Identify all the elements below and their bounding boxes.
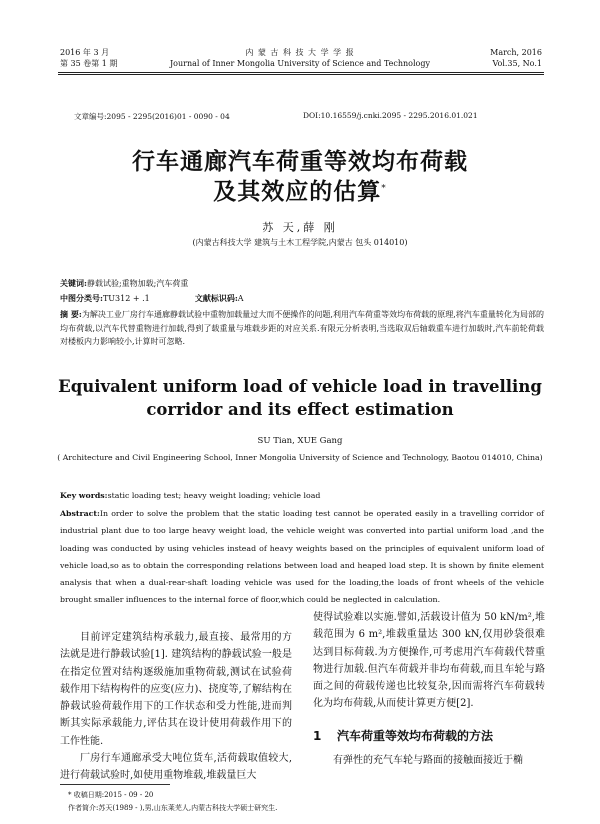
footnote-received-text: 收稿日期:2015 - 09 - 20 xyxy=(73,791,154,799)
abstract-en-label: Abstract: xyxy=(60,509,100,518)
header-rule-2 xyxy=(58,74,544,75)
issue-date-en: March, 2016 xyxy=(490,48,542,57)
title-cn-line1: 行车通廊汽车荷重等效均布荷载 xyxy=(132,149,468,175)
footnote-rule xyxy=(60,784,170,785)
title-en-line2: corridor and its effect estimation xyxy=(146,400,454,419)
keywords-en xyxy=(60,490,544,502)
abstract-en xyxy=(60,505,544,609)
keywords-en-text: static loading test; heavy weight loading; vehicle load xyxy=(107,491,321,500)
body-right-column xyxy=(313,609,545,713)
journal-date-volume-en xyxy=(490,47,542,69)
volume-issue-en: Vol.35, No.1 xyxy=(492,59,542,68)
title-cn-line2 xyxy=(0,173,600,206)
keywords-cn-text: 静载试验;重物加载;汽车荷重 xyxy=(86,279,189,288)
body-paragraph-4: 有弹性的充气车轮与路面的接触面接近于椭 xyxy=(333,755,523,766)
doc-code: A xyxy=(237,294,244,303)
footnote-received xyxy=(68,790,153,801)
keywords-cn-label: 关键词: xyxy=(60,278,87,288)
body-paragraph-3: 使得试验难以实施.譬如,活载设计值为 50 kN/m²,堆载范围为 6 m²,堆载重量达 300 kN,仅用砂袋很难达到目标荷载.为方便操作,可考虑用汽车荷载代替重物进行加载.但汽车荷载并非均布荷载,而且车轮与路面之间的荷载传递也比较复杂,因而需将汽车荷载转化为均布荷载,从而使计算更方便[2]. xyxy=(313,612,545,710)
authors-en: SU Tian, XUE Gang xyxy=(257,436,343,446)
keywords-cn xyxy=(60,277,544,290)
authors-cn: 苏 天,薛 刚 xyxy=(262,221,338,234)
footnote-mark: * xyxy=(68,791,72,799)
clc-label: 中图分类号: xyxy=(60,293,103,303)
abstract-cn-text: 为解决工业厂房行车通廊静载试验中重物加载量过大而不便操作的问题,利用汽车荷重等效均布荷载的原理,将汽车重量转化为局部的均布荷载,以汽车代替重物进行加载,得到了载重量与堆载步距的对应关系.有限元分析表明,当选取双后轴载重车进行加载时,汽车前轮荷载对楼板内力影响较小,计算时可忽略. xyxy=(60,310,544,346)
doi: DOI:10.16559/j.cnki.2095 - 2295.2016.01.021 xyxy=(303,111,478,120)
journal-name-cn: 内 蒙 古 科 技 大 学 学 报 xyxy=(245,48,355,57)
header-rule xyxy=(58,72,544,73)
abstract-cn-label: 摘 要: xyxy=(60,309,82,319)
abstract-cn xyxy=(60,308,544,349)
section-heading-1 xyxy=(313,727,545,744)
volume-issue: 第 35 卷第 1 期 xyxy=(60,59,118,68)
section-title: 汽车荷重等效均布荷载的方法 xyxy=(337,729,494,743)
body-paragraph-2: 厂房行车通廊承受大吨位货车,活荷载取值较大,进行荷载试验时,如使用重物堆载,堆载量巨大 xyxy=(60,753,292,782)
affiliation-cn: (内蒙古科技大学 建筑与土木工程学院,内蒙古 包头 014010) xyxy=(192,238,408,247)
abstract-en-text: In order to solve the problem that the static loading test cannot be operated easily in a travelling corridor of industrial plant due to too large heavy weight load, the vehicle weight was converted into partial uniform load ,and the loading was conducted by using vehicles instead of heavy weights based on the principles of equivalent uniform load of vehicle load,so as to obtain the corresponding relations between load and heaped load step. It is shown by finite element analysis that when a dual-rear-shaft loading vehicle was used for the loading,the loads of front wheels of the vehicle brought smaller influences to the internal force of floor,which could be neglected in calculation. xyxy=(60,509,544,605)
doc-code-label: 文献标识码: xyxy=(194,293,238,303)
clc-number: TU312 + .1 xyxy=(102,294,150,303)
body-left-column xyxy=(60,629,292,785)
keywords-en-label: Key words: xyxy=(60,491,108,500)
section-number: 1 xyxy=(313,729,322,743)
title-en-line1: Equivalent uniform load of vehicle load in travelling xyxy=(58,377,542,396)
journal-name-en: Journal of Inner Mongolia University of Science and Technology xyxy=(169,59,431,68)
body-paragraph-1: 目前评定建筑结构承载力,最直接、最常用的方法就是进行静载试验[1]. 建筑结构的静载试验一般是在指定位置对结构逐级施加重物荷载,测试在试验荷载作用下结构构件的应变(应力)、挠度等,了解结构在静载试验荷载作用下的工作状态和受力性能,进而判断其实际承载能力,评估其在设计使用荷载作用下的工作性能. xyxy=(60,632,292,747)
title-footnote-mark: * xyxy=(381,183,387,194)
classification-line xyxy=(60,292,544,305)
issue-date: 2016 年 3 月 xyxy=(60,48,110,57)
footnote-author: 作者简介:苏天(1989 - ),男,山东莱芜人,内蒙古科技大学硕士研究生. xyxy=(68,804,278,812)
title-cn-line2-text: 及其效应的估算 xyxy=(213,179,382,205)
article-number: 文章编号:2095 - 2295(2016)01 - 0090 - 04 xyxy=(74,112,230,121)
affiliation-en: ( Architecture and Civil Engineering School, Inner Mongolia University of Science and Technology, Baotou 014010, China) xyxy=(57,453,543,462)
